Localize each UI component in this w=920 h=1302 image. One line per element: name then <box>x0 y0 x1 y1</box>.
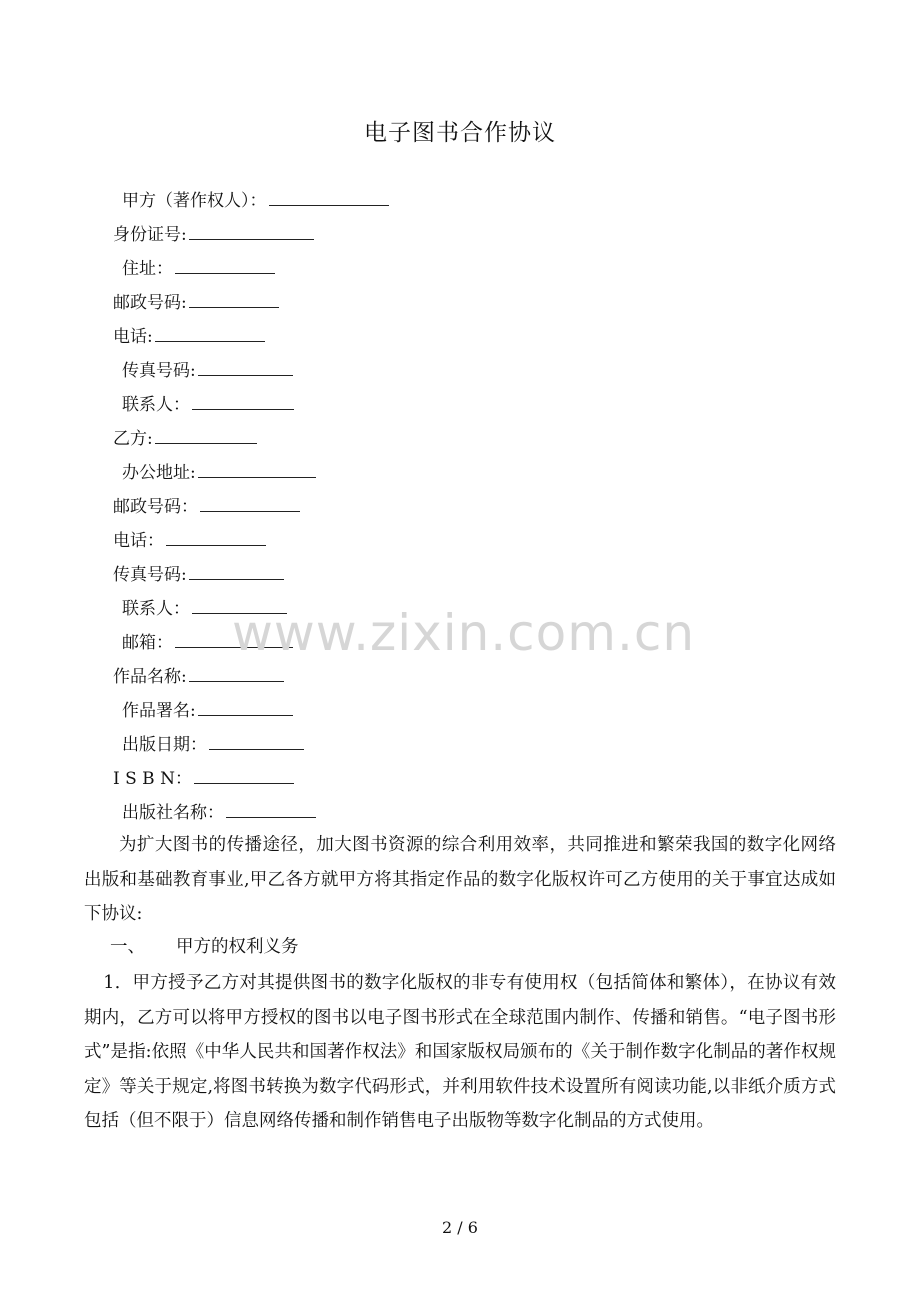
info-field <box>122 358 293 383</box>
field-label: 邮政号码: <box>113 293 187 313</box>
info-field <box>113 562 284 587</box>
intro-paragraph: 为扩大图书的传播途径，加大图书资源的综合利用效率，共同推进和繁荣我国的数字化网络出版和基础教育事业,甲乙各方就甲方将其指定作品的数字化版权许可乙方使用的关于事宜达成如下协议: <box>84 835 836 924</box>
info-field <box>122 392 294 417</box>
info-field <box>122 460 316 485</box>
info-field <box>113 664 284 689</box>
field-label: 出版社名称： <box>122 803 224 823</box>
field-label: 电话: <box>113 327 153 347</box>
field-label: 电话： <box>113 531 164 551</box>
fill-in-blank[interactable] <box>189 664 284 682</box>
info-field <box>113 494 300 519</box>
field-label: 身份证号: <box>113 225 187 245</box>
info-field <box>122 698 293 723</box>
section-number: 一、 <box>110 937 145 957</box>
fill-in-blank[interactable] <box>155 426 257 444</box>
section-heading <box>110 932 299 962</box>
fill-in-blank[interactable] <box>269 188 389 206</box>
field-label: 出版日期： <box>122 735 207 755</box>
info-field <box>122 800 316 825</box>
fill-in-blank[interactable] <box>200 494 300 512</box>
fill-in-blank[interactable] <box>175 256 275 274</box>
info-field <box>122 256 275 281</box>
field-label: 邮政号码： <box>113 497 198 517</box>
info-field <box>113 222 314 247</box>
fill-in-blank[interactable] <box>226 800 316 818</box>
fill-in-blank[interactable] <box>198 460 316 478</box>
field-label: 住址： <box>122 259 173 279</box>
field-label: 传真号码: <box>113 565 187 585</box>
field-label: 甲方（著作权人）： <box>122 191 267 211</box>
fill-in-blank[interactable] <box>198 358 293 376</box>
page-number: 2 / 6 <box>442 1218 478 1237</box>
fill-in-blank[interactable] <box>189 290 279 308</box>
field-label: 作品署名: <box>122 701 196 721</box>
info-field <box>113 324 265 349</box>
field-label: 传真号码: <box>122 361 196 381</box>
fill-in-blank[interactable] <box>192 392 294 410</box>
field-label: 办公地址: <box>122 463 196 483</box>
field-label: 联系人： <box>122 599 190 619</box>
watermark-text: www.zixin.com.cn <box>232 604 696 662</box>
field-label: 联系人： <box>122 395 190 415</box>
field-label: 作品名称: <box>113 667 187 687</box>
info-field <box>122 732 304 757</box>
fill-in-blank[interactable] <box>155 324 265 342</box>
fill-in-blank[interactable] <box>198 698 293 716</box>
info-field <box>122 188 389 213</box>
info-field <box>113 290 279 315</box>
fill-in-blank[interactable] <box>209 732 304 750</box>
info-field <box>113 426 257 451</box>
info-field <box>113 528 266 553</box>
fill-in-blank[interactable] <box>189 562 284 580</box>
fill-in-blank[interactable] <box>166 528 266 546</box>
fill-in-blank[interactable] <box>189 222 314 240</box>
fill-in-blank[interactable] <box>194 766 294 784</box>
document-title: 电子图书合作协议 <box>364 120 556 146</box>
clause-1-paragraph: 1．甲方授予乙方对其提供图书的数字化版权的非专有使用权（包括简体和繁体），在协议有效期内，乙方可以将甲方授权的图书以电子图书形式在全球范围内制作、传播和销售。“电子图书形式”是指:依照《中华人民共和国著作权法》和国家版权局颁布的《关于制作数字化制品的著作权规定》等关于规定,将图书转换为数字代码形式，并利用软件技术设置所有阅读功能,以非纸介质方式包括（但不限于）信息网络传播和制作销售电子出版物等数字化制品的方式使用。 <box>84 973 836 1131</box>
field-label: 乙方: <box>113 429 153 449</box>
info-field <box>113 766 294 791</box>
section-title: 甲方的权利义务 <box>176 937 299 957</box>
field-label: 邮箱： <box>122 633 173 653</box>
field-label: I S B N： <box>113 769 192 789</box>
